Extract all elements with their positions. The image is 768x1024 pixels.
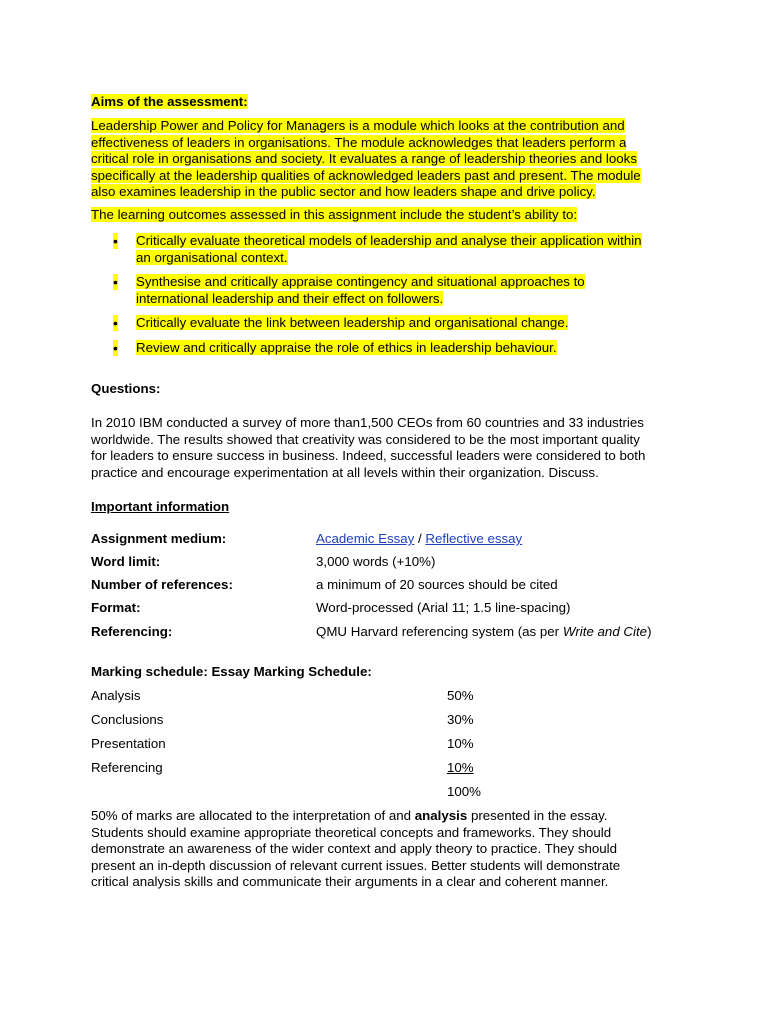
outcome-line: Synthesise and critically appraise contingency and situational approaches to [136,274,585,289]
closing-line: demonstrate an awareness of the wider context and apply theory to practice. They should [91,841,618,856]
marking-row [91,712,591,730]
closing-text-pre: 50% of marks are allocated to the interpretation of and [91,808,415,823]
references-value: a minimum of 20 sources should be cited [316,577,558,592]
outcome-line: an organisational context. [136,249,288,265]
format-label: Format: [91,600,141,615]
aims-heading [91,94,248,110]
outcomes-intro [91,207,577,223]
marking-row [91,736,591,754]
marking-row [91,688,591,706]
bullet-icon: • [113,340,118,356]
assignment-medium-row [91,531,711,549]
marking-row [91,760,591,778]
outcome-line: international leadership and their effect on followers. [136,290,444,306]
marking-schedule-heading: Marking schedule: Essay Marking Schedule: [91,664,372,679]
question-line: worldwide. The results showed that creativity was considered to be the most important quality [91,431,640,447]
marking-row-label: Conclusions [91,712,164,727]
write-and-cite-title: Write and Cite [562,624,648,639]
analysis-paragraph [91,808,691,891]
referencing-value [316,624,652,640]
aims-line: also examines leadership in the public sector and how leaders shape and drive policy. [91,184,596,199]
reflective-essay-link[interactable]: Reflective essay [425,531,523,546]
closing-text-post: presented in the essay. [467,808,608,823]
closing-line: critical analysis skills and communicate their arguments in a clear and coherent manner. [91,874,609,889]
marking-total-value: 100% [447,784,482,799]
bullet-icon: • [113,315,118,331]
marking-row-label: Presentation [91,736,166,751]
marking-row-value: 30% [447,712,474,727]
question-line: In 2010 IBM conducted a survey of more than1,500 CEOs from 60 countries and 33 industries [91,415,644,430]
references-label: Number of references: [91,577,233,592]
marking-row-label: Referencing [91,760,163,775]
marking-row-value: 10% [447,736,474,751]
question-line: practice and encourage experimentation at all levels within their organization. Discuss. [91,464,599,480]
format-row [91,600,711,618]
assignment-medium-label: Assignment medium: [91,531,227,546]
referencing-value-close: ) [647,624,652,639]
referencing-row [91,624,711,642]
aims-line: effectiveness of leaders in organisations. The module acknowledges that leaders perform a [91,134,627,150]
assignment-medium-value [316,531,522,547]
marking-row-value: 50% [447,688,474,703]
word-limit-value: 3,000 words (+10%) [316,554,436,569]
closing-line: present an in-depth discussion of relevant current issues. Better students will demonstrate [91,857,621,873]
marking-total-row [91,784,591,802]
bullet-icon: • [113,233,118,249]
outcomes-intro-text: The learning outcomes assessed in this assignment include the student’s ability to: [91,207,578,222]
aims-line: Leadership Power and Policy for Managers is a module which looks at the contribution and [91,118,625,133]
referencing-value-text: QMU Harvard referencing system (as per [316,624,563,639]
aims-heading-text: Aims of the assessment: [91,94,248,109]
outcome-line: Review and critically appraise the role of ethics in leadership behaviour. [136,340,557,355]
outcome-line: Critically evaluate theoretical models of leadership and analyse their application within [136,233,642,248]
questions-heading: Questions: [91,381,161,396]
closing-line: Students should examine appropriate theoretical concepts and frameworks. They should [91,824,612,840]
marking-row-label: Analysis [91,688,141,703]
aims-line: specifically at the leadership qualities of acknowledged leaders past and present. The module [91,167,641,183]
referencing-label: Referencing: [91,624,173,639]
aims-paragraph [91,118,691,201]
question-line: for leaders to ensure success in business. Indeed, successful leaders were considered to both [91,448,646,463]
aims-line: critical role in organisations and society. It evaluates a range of leadership theories and looks [91,151,637,166]
outcome-line: Critically evaluate the link between leadership and organisational change. [136,315,569,330]
marking-row-value: 10% [447,760,474,775]
important-info-heading: Important information [91,499,230,514]
question-paragraph [91,415,691,481]
word-limit-label: Word limit: [91,554,161,569]
word-limit-row [91,554,711,572]
format-value: Word-processed (Arial 11; 1.5 line-spacing) [316,600,571,615]
medium-separator: / [414,531,426,546]
analysis-bold: analysis [414,808,468,823]
references-row [91,577,711,595]
academic-essay-link[interactable]: Academic Essay [316,531,415,546]
bullet-icon: • [113,274,118,290]
